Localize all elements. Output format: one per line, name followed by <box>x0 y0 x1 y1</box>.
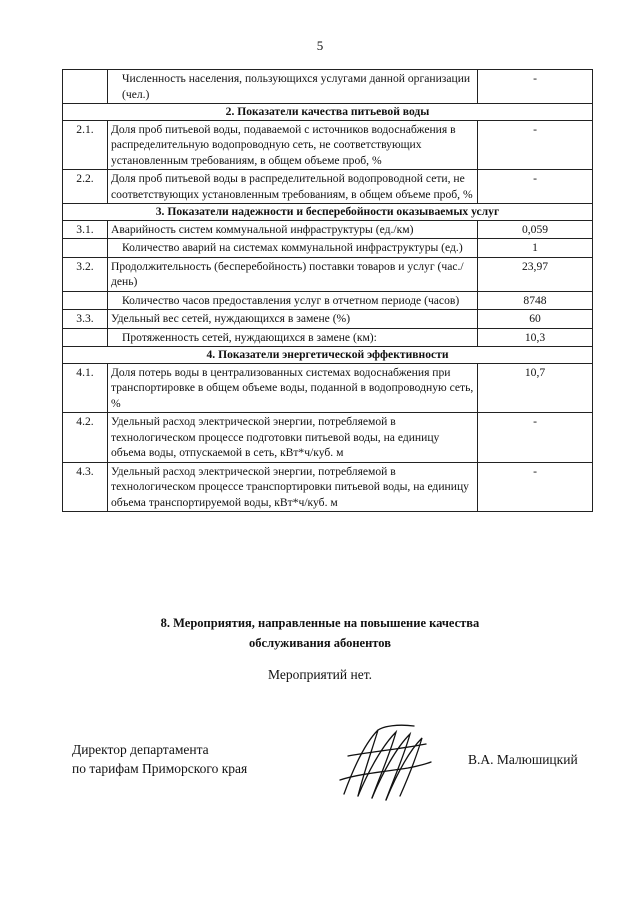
indicator-value: - <box>478 70 593 104</box>
indicator-number: 3.1. <box>63 220 108 239</box>
indicator-name: Количество аварий на системах коммунальной инфраструктуры (ед.) <box>108 239 478 258</box>
indicator-name: Доля проб питьевой воды в распределительной водопроводной сети, не соответствующих установленным требованиям, в общем объеме проб, % <box>108 170 478 204</box>
indicator-value: 60 <box>478 310 593 329</box>
indicator-value: 23,97 <box>478 257 593 291</box>
section-8-title-line1: 8. Мероприятия, направленные на повышение качества <box>160 616 480 630</box>
table-row <box>63 170 593 204</box>
indicator-value: 0,059 <box>478 220 593 239</box>
indicator-value: - <box>478 462 593 512</box>
table-row <box>63 291 593 310</box>
indicator-name: Продолжительность (бесперебойность) поставки товаров и услуг (час./день) <box>108 257 478 291</box>
indicator-value: 8748 <box>478 291 593 310</box>
indicator-number <box>63 328 108 347</box>
table-row <box>63 257 593 291</box>
table-row <box>63 310 593 329</box>
section-header-row <box>63 104 593 121</box>
handwritten-signature <box>338 722 433 804</box>
indicator-name: Удельный расход электрической энергии, потребляемой в технологическом процессе транспортировки питьевой воды, на единицу объема транспортируемой воды, кВт*ч/куб. м <box>108 462 478 512</box>
indicator-name: Доля потерь воды в централизованных системах водоснабжения при транспортировке в общем объеме воды, поданной в водопроводную сеть, % <box>108 363 478 413</box>
section-8-title <box>0 613 640 653</box>
indicator-value: 1 <box>478 239 593 258</box>
section-header-row <box>63 347 593 364</box>
section-header: 4. Показатели энергетической эффективности <box>63 347 593 364</box>
indicator-number <box>63 239 108 258</box>
indicator-name: Удельный расход электрической энергии, потребляемой в технологическом процессе подготовки питьевой воды, на единицу объема воды, отпускаемой в сеть, кВт*ч/куб. м <box>108 413 478 463</box>
table-row <box>63 413 593 463</box>
indicator-name: Доля проб питьевой воды, подаваемой с источников водоснабжения в распределительную водопроводную сеть, не соответствующих установленным требованиям, в общем объеме проб, % <box>108 120 478 170</box>
section-header: 3. Показатели надежности и бесперебойности оказываемых услуг <box>63 204 593 221</box>
indicator-value: - <box>478 170 593 204</box>
no-activities-note: Мероприятий нет. <box>268 667 372 682</box>
table-row <box>63 328 593 347</box>
signatory-position-line2: по тарифам Приморского края <box>72 761 248 776</box>
indicator-name: Удельный вес сетей, нуждающихся в замене (%) <box>108 310 478 329</box>
indicator-value: - <box>478 413 593 463</box>
table-row <box>63 239 593 258</box>
table-row <box>63 220 593 239</box>
section-header: 2. Показатели качества питьевой воды <box>63 104 593 121</box>
indicator-number: 4.3. <box>63 462 108 512</box>
section-8-title-line2: обслуживания абонентов <box>249 636 391 650</box>
indicator-name: Численность населения, пользующихся услугами данной организации (чел.) <box>108 70 478 104</box>
section-header-row <box>63 204 593 221</box>
table-row <box>63 462 593 512</box>
indicator-number: 2.2. <box>63 170 108 204</box>
indicator-name: Протяженность сетей, нуждающихся в замене (км): <box>108 328 478 347</box>
signatory-position-line1: Директор департамента <box>72 742 209 757</box>
indicator-number: 3.2. <box>63 257 108 291</box>
indicator-number <box>63 291 108 310</box>
indicator-number: 2.1. <box>63 120 108 170</box>
indicator-number <box>63 70 108 104</box>
indicators-table-body <box>63 70 593 512</box>
indicator-number: 3.3. <box>63 310 108 329</box>
table-row <box>63 363 593 413</box>
table-row <box>63 70 593 104</box>
table-row <box>63 120 593 170</box>
indicator-name: Аварийность систем коммунальной инфраструктуры (ед./км) <box>108 220 478 239</box>
indicator-value: - <box>478 120 593 170</box>
indicator-number: 4.2. <box>63 413 108 463</box>
indicator-name: Количество часов предоставления услуг в отчетном периоде (часов) <box>108 291 478 310</box>
indicators-table <box>62 69 593 512</box>
signatory-name: В.А. Малюшицкий <box>468 752 578 767</box>
indicator-number: 4.1. <box>63 363 108 413</box>
indicator-value: 10,7 <box>478 363 593 413</box>
signatory-position <box>72 740 247 778</box>
indicator-value: 10,3 <box>478 328 593 347</box>
page-number: 5 <box>316 38 324 53</box>
